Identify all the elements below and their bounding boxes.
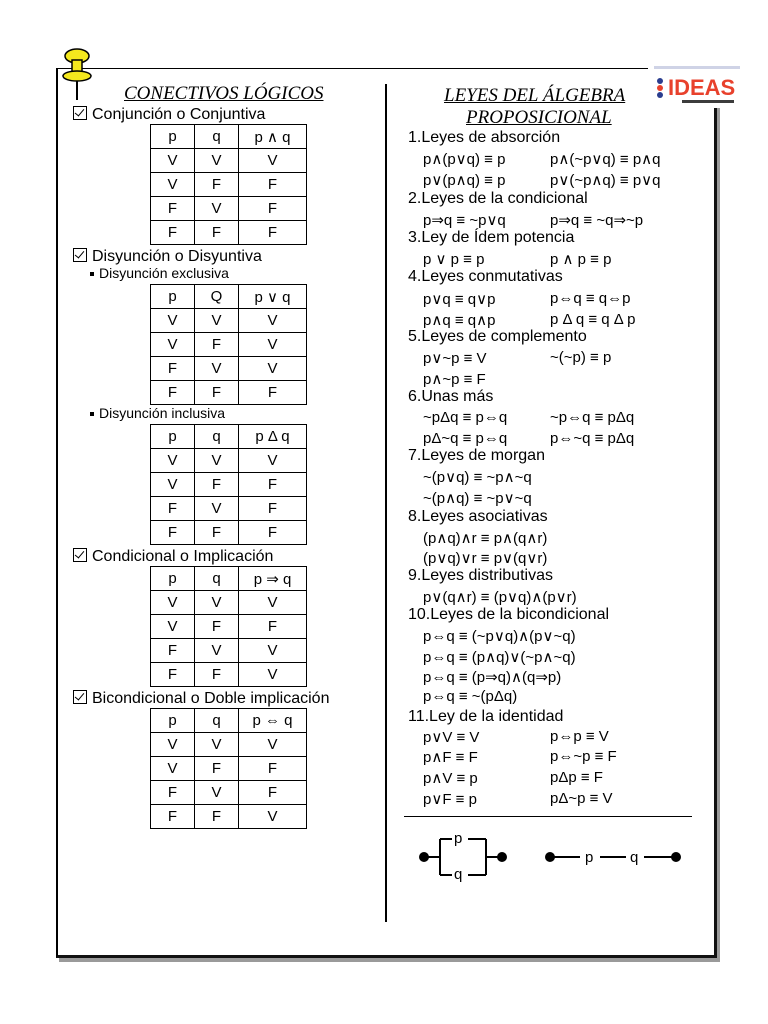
law-formula: (p∧q)∧r ≡ p∧(q∧r) <box>423 530 548 547</box>
table-cell: V <box>239 663 307 687</box>
table-cell: F <box>239 781 307 805</box>
table-cell: F <box>239 757 307 781</box>
table-header-cell: p ⇒ q <box>239 567 307 591</box>
table-cell: F <box>151 805 195 829</box>
law-formula: ~(p∧q) ≡ ~p∨~q <box>423 490 532 507</box>
table-header <box>151 425 307 449</box>
table-row <box>151 221 307 245</box>
table-row <box>151 497 307 521</box>
table-cell: V <box>195 449 239 473</box>
table-cell: V <box>195 149 239 173</box>
table-header-cell: p <box>151 709 195 733</box>
table-row <box>151 381 307 405</box>
table-cell: F <box>195 805 239 829</box>
table-row <box>151 197 307 221</box>
table-header-cell: q <box>195 425 239 449</box>
ideas-logo-mark <box>648 64 744 108</box>
table-cell: V <box>239 149 307 173</box>
table-row <box>151 473 307 497</box>
series-circuit <box>546 853 680 861</box>
table-row <box>151 805 307 829</box>
table-cell: F <box>151 639 195 663</box>
table-cell: V <box>195 197 239 221</box>
circuit-diagrams <box>404 822 694 888</box>
checkbox-icon <box>73 106 87 120</box>
truth-table-conjuncion <box>150 124 307 245</box>
table-cell: V <box>239 805 307 829</box>
table-cell: F <box>195 663 239 687</box>
table-cell: V <box>151 733 195 757</box>
table-cell: F <box>239 497 307 521</box>
table-row <box>151 449 307 473</box>
section-disyuncion <box>73 247 262 266</box>
table-header-cell: q <box>195 567 239 591</box>
law-formula: p⇔q ≡ (p∧q)∨(~p∧~q) <box>423 649 576 666</box>
table-row <box>151 663 307 687</box>
law-formula: pΔp ≡ F <box>550 769 603 786</box>
law-formula: p∨F ≡ p <box>423 791 477 808</box>
bullet-icon <box>90 272 94 276</box>
law-title-complemento: 5.Leyes de complemento <box>408 328 587 345</box>
law-formula: (p∨q)∨r ≡ p∨(q∨r) <box>423 550 548 567</box>
table-cell: F <box>151 521 195 545</box>
table-cell: V <box>151 173 195 197</box>
law-title-idempotencia: 3.Ley de Ídem potencia <box>408 229 575 246</box>
law-formula: ~(~p) ≡ p <box>550 349 612 366</box>
table-cell: F <box>151 781 195 805</box>
truth-table-bicondicional <box>150 708 307 829</box>
law-formula: p⇒q ≡ ~p∨q <box>423 212 506 229</box>
table-cell: F <box>195 521 239 545</box>
law-title-identidad: 11.Ley de la identidad <box>408 708 564 725</box>
table-row <box>151 781 307 805</box>
truth-table-disyuncion-exclusiva <box>150 284 307 405</box>
checkbox-icon <box>73 248 87 262</box>
law-title-bicondicional: 10.Leyes de la bicondicional <box>408 606 610 623</box>
logo-text: IDEAS <box>668 75 736 100</box>
table-cell: V <box>151 449 195 473</box>
table-row <box>151 149 307 173</box>
table-row <box>151 757 307 781</box>
law-formula: p⇔q ≡ (~p∨q)∧(p∨~q) <box>423 628 576 645</box>
table-cell: F <box>195 333 239 357</box>
law-formula: p Δ q ≡ q Δ p <box>550 311 636 328</box>
table-cell: F <box>239 173 307 197</box>
table-row <box>151 309 307 333</box>
table-cell: F <box>195 615 239 639</box>
law-formula: p∧(~p∨q) ≡ p∧q <box>550 151 661 168</box>
table-header-cell: p <box>151 285 195 309</box>
law-formula: p∨(p∧q) ≡ p <box>423 172 506 189</box>
law-formula: pΔ~p ≡ V <box>550 790 613 807</box>
column-divider <box>385 84 387 922</box>
law-formula: p∨~p ≡ V <box>423 350 487 367</box>
table-cell: F <box>239 381 307 405</box>
terminal-dot <box>498 853 506 861</box>
law-formula: p⇒q ≡ ~q⇒~p <box>550 212 644 229</box>
law-title-conmutativas: 4.Leyes conmutativas <box>408 268 563 285</box>
table-header <box>151 125 307 149</box>
law-formula: p⇔~p ≡ F <box>550 748 617 765</box>
table-header-cell: p ⇔ q <box>239 709 307 733</box>
law-formula: p∧V ≡ p <box>423 770 478 787</box>
table-cell: F <box>151 357 195 381</box>
table-cell: F <box>151 497 195 521</box>
table-row <box>151 733 307 757</box>
table-cell: V <box>151 309 195 333</box>
table-cell: F <box>151 197 195 221</box>
section-bicondicional <box>73 689 329 708</box>
law-formula: p⇔q ≡ q⇔p <box>550 290 631 307</box>
table-cell: F <box>151 221 195 245</box>
law-title-condicional: 2.Leyes de la condicional <box>408 190 588 207</box>
table-cell: V <box>195 357 239 381</box>
law-formula: p⇔q ≡ (p⇒q)∧(q⇒p) <box>423 669 562 686</box>
table-header-cell: p <box>151 567 195 591</box>
checkbox-icon <box>73 548 87 562</box>
table-cell: V <box>195 309 239 333</box>
table-cell: V <box>151 757 195 781</box>
table-cell: F <box>239 615 307 639</box>
law-formula: p ∧ p ≡ p <box>550 251 612 268</box>
table-cell: V <box>195 591 239 615</box>
table-cell: F <box>195 173 239 197</box>
table-cell: V <box>239 333 307 357</box>
law-title-absorcion: 1.Leyes de absorción <box>408 129 561 146</box>
table-cell: V <box>239 639 307 663</box>
terminal-dot <box>672 853 680 861</box>
law-title-asociativas: 8.Leyes asociativas <box>408 508 548 525</box>
table-cell: F <box>195 757 239 781</box>
table-cell: F <box>239 473 307 497</box>
table-cell: F <box>151 663 195 687</box>
table-row <box>151 639 307 663</box>
law-formula: pΔ~q ≡ p⇔q <box>423 430 508 447</box>
law-formula: p∧F ≡ F <box>423 749 478 766</box>
table-cell: F <box>151 381 195 405</box>
table-cell: V <box>151 473 195 497</box>
table-header-cell: Q <box>195 285 239 309</box>
table-row <box>151 357 307 381</box>
circuit-divider <box>404 816 692 817</box>
law-formula: ~p⇔q ≡ pΔq <box>550 409 635 426</box>
section-label: Bicondicional o Doble implicación <box>92 690 330 707</box>
table-cell: V <box>195 639 239 663</box>
parallel-circuit <box>420 839 506 875</box>
law-formula: p∧(p∨q) ≡ p <box>423 151 506 168</box>
checkbox-icon <box>73 690 87 704</box>
table-header-cell: p Δ q <box>239 425 307 449</box>
section-condicional <box>73 547 273 566</box>
left-title: CONECTIVOS LÓGICOS <box>124 83 324 104</box>
table-cell: F <box>195 473 239 497</box>
section-label: Condicional o Implicación <box>92 548 274 565</box>
table-cell: V <box>239 591 307 615</box>
table-row <box>151 591 307 615</box>
table-cell: V <box>151 615 195 639</box>
table-cell: V <box>195 733 239 757</box>
sublabel-text: Disyunción inclusiva <box>99 405 226 421</box>
sublabel-text: Disyunción exclusiva <box>99 265 229 281</box>
law-title-unas-mas: 6.Unas más <box>408 388 494 405</box>
table-cell: F <box>239 221 307 245</box>
law-title-morgan: 7.Leyes de morgan <box>408 447 545 464</box>
circuit-label-q: q <box>454 866 463 883</box>
law-formula: p⇔q ≡ ~(pΔq) <box>423 688 518 705</box>
table-header <box>151 285 307 309</box>
section-label: Disyunción o Disyuntiva <box>92 248 262 265</box>
table-cell: F <box>239 197 307 221</box>
section-label: Conjunción o Conjuntiva <box>92 106 266 123</box>
pushpin-icon <box>60 46 94 104</box>
table-header <box>151 709 307 733</box>
law-title-distributivas: 9.Leyes distributivas <box>408 567 553 584</box>
table-cell: F <box>195 221 239 245</box>
table-row <box>151 333 307 357</box>
table-row <box>151 521 307 545</box>
section-conjuncion <box>73 105 265 124</box>
table-header-cell: p ∨ q <box>239 285 307 309</box>
table-header-cell: p ∧ q <box>239 125 307 149</box>
sublabel-disyuncion-exclusiva <box>90 265 229 281</box>
law-formula: ~(p∨q) ≡ ~p∧~q <box>423 469 532 486</box>
table-cell: V <box>151 149 195 173</box>
table-row <box>151 173 307 197</box>
table-cell: V <box>151 333 195 357</box>
bullet-icon <box>90 412 94 416</box>
circuit-label-q: q <box>630 849 639 866</box>
table-cell: F <box>195 381 239 405</box>
truth-table-condicional <box>150 566 307 687</box>
table-cell: V <box>239 449 307 473</box>
table-cell: F <box>239 521 307 545</box>
table-cell: V <box>239 733 307 757</box>
ideas-logo <box>648 64 744 108</box>
table-cell: V <box>239 357 307 381</box>
table-header-cell: q <box>195 125 239 149</box>
law-formula: p∧~p ≡ F <box>423 371 486 388</box>
law-formula: p∨(~p∧q) ≡ p∨q <box>550 172 661 189</box>
table-row <box>151 615 307 639</box>
table-header <box>151 567 307 591</box>
law-formula: p⇔~q ≡ pΔq <box>550 430 635 447</box>
law-formula: p∨q ≡ q∨p <box>423 291 496 308</box>
law-formula: ~pΔq ≡ p⇔q <box>423 409 508 426</box>
truth-table-disyuncion-inclusiva <box>150 424 307 545</box>
sublabel-disyuncion-inclusiva <box>90 405 225 421</box>
circuit-label-p: p <box>454 830 463 847</box>
law-formula: p ∨ p ≡ p <box>423 251 485 268</box>
table-cell: V <box>195 497 239 521</box>
table-header-cell: p <box>151 125 195 149</box>
law-formula: p∧q ≡ q∧p <box>423 312 496 329</box>
right-title-line1: LEYES DEL ÁLGEBRA <box>444 85 626 106</box>
circuit-label-p: p <box>585 849 594 866</box>
law-formula: p∨V ≡ V <box>423 729 480 746</box>
table-cell: V <box>239 309 307 333</box>
law-formula: p∨(q∧r) ≡ (p∨q)∧(p∨r) <box>423 589 577 606</box>
right-title-line2: PROPOSICIONAL <box>466 107 612 128</box>
table-cell: V <box>151 591 195 615</box>
table-header-cell: q <box>195 709 239 733</box>
table-header-cell: p <box>151 425 195 449</box>
law-formula: p⇔p ≡ V <box>550 728 609 745</box>
table-cell: V <box>195 781 239 805</box>
